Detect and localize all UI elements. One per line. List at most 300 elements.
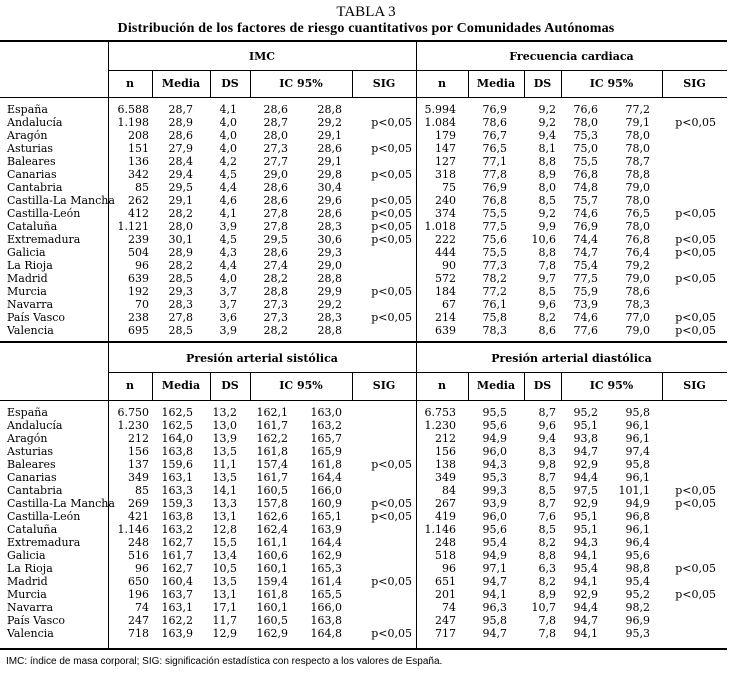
cell-fc-s: p<0,05: [675, 324, 716, 337]
cell-imc-m: 28,9: [168, 246, 193, 259]
region-name: España: [7, 103, 48, 116]
cell-pad-n: 212: [435, 432, 456, 445]
cell-imc-l: 28,7: [263, 116, 288, 129]
cell-pas-l: 157,8: [256, 497, 288, 510]
cell-pad-l: 92,9: [573, 588, 598, 601]
cell-fc-l: 74,4: [573, 233, 598, 246]
cell-pad-n: 84: [442, 484, 456, 497]
cell-pad-ds: 7,8: [538, 614, 556, 627]
cell-fc-n: 374: [435, 207, 456, 220]
cell-imc-n: 6.588: [117, 103, 149, 116]
cell-imc-ds: 4,6: [219, 194, 237, 207]
cell-pas-n: 74: [135, 601, 149, 614]
cell-imc-s: p<0,05: [371, 311, 412, 324]
region-name: Baleares: [7, 155, 56, 168]
cell-pas-n: 212: [128, 432, 149, 445]
cell-imc-h: 29,0: [317, 259, 342, 272]
cell-pas-l: 157,4: [256, 458, 288, 471]
cell-fc-m: 76,7: [482, 129, 507, 142]
cell-fc-ds: 7,8: [538, 259, 556, 272]
cell-imc-m: 28,7: [168, 103, 193, 116]
cell-fc-ds: 9,9: [538, 220, 556, 233]
region-name: Baleares: [7, 458, 56, 471]
cell-pas-h: 165,3: [310, 562, 342, 575]
cell-imc-n: 239: [128, 233, 149, 246]
cell-pad-n: 1.146: [424, 523, 456, 536]
cell-imc-m: 29,4: [168, 168, 193, 181]
column-header-pad: SIG: [683, 379, 706, 392]
cell-pas-ds: 13,4: [212, 549, 237, 562]
cell-imc-m: 27,9: [168, 142, 193, 155]
cell-fc-m: 77,2: [482, 285, 507, 298]
cell-pas-l: 162,2: [256, 432, 288, 445]
cell-imc-m: 28,2: [168, 207, 193, 220]
region-name: Cantabria: [7, 484, 63, 497]
cell-pas-m: 163,7: [161, 588, 193, 601]
cell-imc-n: 208: [128, 129, 149, 142]
cell-imc-h: 29,9: [317, 285, 342, 298]
cell-pas-s: p<0,05: [371, 575, 412, 588]
cell-fc-m: 76,9: [482, 103, 507, 116]
cell-imc-s: p<0,05: [371, 168, 412, 181]
cell-imc-s: p<0,05: [371, 285, 412, 298]
cell-imc-h: 29,6: [317, 194, 342, 207]
region-name: País Vasco: [7, 311, 66, 324]
cell-imc-s: p<0,05: [371, 142, 412, 155]
cell-pad-n: 6.753: [424, 406, 456, 419]
cell-imc-ds: 4,4: [219, 259, 237, 272]
cell-pas-n: 6.750: [117, 406, 149, 419]
cell-pas-h: 162,9: [310, 549, 342, 562]
cell-pas-ds: 13,0: [212, 419, 237, 432]
cell-pad-l: 95,1: [573, 419, 598, 432]
cell-imc-m: 29,5: [168, 181, 193, 194]
cell-fc-h: 77,0: [625, 311, 650, 324]
cell-fc-h: 78,8: [625, 168, 650, 181]
cell-pad-ds: 9,8: [538, 458, 556, 471]
column-header-pad: n: [438, 379, 446, 392]
cell-pad-m: 94,3: [482, 458, 507, 471]
cell-pas-ds: 15,5: [212, 536, 237, 549]
cell-pad-h: 95,3: [625, 627, 650, 640]
cell-fc-n: 147: [435, 142, 456, 155]
region-name: Navarra: [7, 601, 54, 614]
cell-imc-n: 85: [135, 181, 149, 194]
cell-pad-m: 94,7: [482, 575, 507, 588]
cell-fc-m: 75,5: [482, 246, 507, 259]
cell-imc-n: 70: [135, 298, 149, 311]
cell-pas-h: 164,4: [310, 536, 342, 549]
cell-fc-n: 179: [435, 129, 456, 142]
region-name: Castilla-León: [7, 510, 81, 523]
cell-fc-ds: 9,2: [538, 103, 556, 116]
cell-fc-n: 240: [435, 194, 456, 207]
cell-fc-n: 444: [435, 246, 456, 259]
cell-imc-ds: 3,6: [219, 311, 237, 324]
cell-pas-n: 137: [128, 458, 149, 471]
cell-fc-ds: 8,5: [538, 285, 556, 298]
cell-imc-m: 29,3: [168, 285, 193, 298]
cell-pas-m: 162,7: [161, 536, 193, 549]
cell-pas-l: 160,1: [256, 601, 288, 614]
cell-pas-l: 159,4: [256, 575, 288, 588]
cell-pas-h: 164,8: [310, 627, 342, 640]
cell-pas-h: 164,4: [310, 471, 342, 484]
cell-fc-l: 77,6: [573, 324, 598, 337]
cell-fc-l: 75,0: [573, 142, 598, 155]
cell-imc-ds: 3,7: [219, 285, 237, 298]
cell-pas-n: 196: [128, 588, 149, 601]
section-rule: [0, 341, 727, 343]
cell-pas-n: 156: [128, 445, 149, 458]
cell-pas-n: 421: [128, 510, 149, 523]
cell-pas-m: 163,1: [161, 471, 193, 484]
region-name: Cataluña: [7, 523, 58, 536]
region-name: Asturias: [7, 142, 54, 155]
region-name: Cataluña: [7, 220, 58, 233]
cell-imc-h: 28,3: [317, 311, 342, 324]
cell-pas-l: 161,7: [256, 471, 288, 484]
cell-pas-h: 166,0: [310, 601, 342, 614]
cell-pad-ds: 10,7: [531, 601, 556, 614]
cell-pas-h: 165,9: [310, 445, 342, 458]
cell-pad-ds: 8,7: [538, 497, 556, 510]
cell-pas-n: 516: [128, 549, 149, 562]
region-name: Canarias: [7, 471, 57, 484]
region-name: Andalucía: [7, 419, 63, 432]
cell-pad-m: 94,7: [482, 627, 507, 640]
cell-pas-h: 166,0: [310, 484, 342, 497]
cell-fc-h: 76,8: [625, 233, 650, 246]
cell-pas-h: 165,1: [310, 510, 342, 523]
cell-imc-n: 1.198: [117, 116, 149, 129]
cell-pas-n: 650: [128, 575, 149, 588]
cell-pad-n: 74: [442, 601, 456, 614]
cell-fc-h: 79,0: [625, 272, 650, 285]
cell-fc-h: 78,0: [625, 142, 650, 155]
region-name: Canarias: [7, 168, 57, 181]
cell-fc-ds: 8,0: [538, 181, 556, 194]
cell-pad-ds: 8,3: [538, 445, 556, 458]
region-name: Murcia: [7, 588, 47, 601]
cell-imc-ds: 4,3: [219, 246, 237, 259]
cell-imc-l: 28,2: [263, 324, 288, 337]
cell-imc-l: 27,4: [263, 259, 288, 272]
cell-pas-h: 161,8: [310, 458, 342, 471]
column-header-pas: Media: [161, 379, 201, 392]
cell-imc-h: 29,1: [317, 155, 342, 168]
cell-imc-m: 28,3: [168, 298, 193, 311]
cell-pas-n: 718: [128, 627, 149, 640]
cell-fc-l: 75,3: [573, 129, 598, 142]
cell-fc-h: 76,4: [625, 246, 650, 259]
cell-imc-h: 29,1: [317, 129, 342, 142]
cell-pas-h: 163,2: [310, 419, 342, 432]
cell-imc-n: 238: [128, 311, 149, 324]
cell-pas-ds: 12,8: [212, 523, 237, 536]
cell-fc-h: 78,3: [625, 298, 650, 311]
cell-pad-h: 94,9: [625, 497, 650, 510]
cell-pad-n: 247: [435, 614, 456, 627]
cell-pad-l: 95,1: [573, 510, 598, 523]
cell-imc-l: 28,6: [263, 246, 288, 259]
cell-pad-ds: 7,6: [538, 510, 556, 523]
cell-fc-h: 76,5: [625, 207, 650, 220]
cell-imc-l: 28,6: [263, 181, 288, 194]
cell-pad-n: 138: [435, 458, 456, 471]
cell-pad-m: 95,8: [482, 614, 507, 627]
cell-pas-m: 159,6: [161, 458, 193, 471]
cell-pad-h: 95,8: [625, 406, 650, 419]
cell-fc-n: 572: [435, 272, 456, 285]
cell-imc-ds: 4,5: [219, 233, 237, 246]
cell-imc-l: 27,3: [263, 298, 288, 311]
cell-pas-s: p<0,05: [371, 627, 412, 640]
column-header-imc: SIG: [372, 77, 396, 90]
cell-pas-m: 163,3: [161, 484, 193, 497]
group-rule-bottom: [108, 372, 727, 373]
cell-fc-h: 78,0: [625, 194, 650, 207]
cell-fc-h: 78,6: [625, 285, 650, 298]
cell-pas-m: 162,7: [161, 562, 193, 575]
cell-pad-l: 94,1: [573, 549, 598, 562]
cell-fc-m: 78,3: [482, 324, 507, 337]
cell-imc-h: 28,8: [317, 103, 342, 116]
cell-imc-h: 30,6: [317, 233, 342, 246]
cell-imc-ds: 4,5: [219, 168, 237, 181]
cell-pas-s: p<0,05: [371, 458, 412, 471]
cell-imc-n: 504: [128, 246, 149, 259]
cell-pad-ds: 8,7: [538, 471, 556, 484]
column-header-fc: n: [438, 77, 446, 90]
cell-imc-n: 262: [128, 194, 149, 207]
cell-pad-l: 94,4: [573, 471, 598, 484]
cell-imc-ds: 3,9: [219, 220, 237, 233]
cell-fc-s: p<0,05: [675, 207, 716, 220]
cell-imc-n: 136: [128, 155, 149, 168]
table-label: TABLA 3: [336, 4, 396, 20]
cell-fc-n: 318: [435, 168, 456, 181]
cell-imc-ds: 4,0: [219, 272, 237, 285]
cell-imc-m: 28,0: [168, 220, 193, 233]
cell-pad-l: 92,9: [573, 497, 598, 510]
cell-pad-ds: 8,5: [538, 523, 556, 536]
cell-imc-h: 30,4: [317, 181, 342, 194]
cell-pad-m: 96,3: [482, 601, 507, 614]
cell-fc-ds: 8,8: [538, 246, 556, 259]
cell-fc-l: 74,8: [573, 181, 598, 194]
region-name: Aragón: [7, 432, 48, 445]
cell-imc-s: p<0,05: [371, 116, 412, 129]
region-name: Extremadura: [7, 233, 81, 246]
cell-pad-m: 95,5: [482, 406, 507, 419]
region-name: Galicia: [7, 549, 46, 562]
cell-fc-n: 1.084: [424, 116, 456, 129]
cell-imc-l: 28,6: [263, 103, 288, 116]
cell-imc-m: 28,5: [168, 324, 193, 337]
cell-pas-n: 1.146: [117, 523, 149, 536]
cell-pad-n: 201: [435, 588, 456, 601]
cell-imc-h: 28,6: [317, 207, 342, 220]
cell-imc-n: 639: [128, 272, 149, 285]
cell-pad-l: 94,1: [573, 627, 598, 640]
cell-fc-ds: 8,1: [538, 142, 556, 155]
column-header-pas: IC 95%: [279, 379, 323, 392]
cell-fc-s: p<0,05: [675, 116, 716, 129]
cell-imc-ds: 4,1: [219, 103, 237, 116]
cell-fc-l: 77,5: [573, 272, 598, 285]
cell-fc-m: 77,1: [482, 155, 507, 168]
group-header-fc: Frecuencia cardiaca: [509, 50, 634, 63]
cell-pas-l: 161,1: [256, 536, 288, 549]
cell-pad-n: 96: [442, 562, 456, 575]
cell-imc-l: 27,3: [263, 142, 288, 155]
cell-pas-ds: 13,5: [212, 471, 237, 484]
column-header-imc: n: [126, 77, 134, 90]
cell-pas-ds: 13,5: [212, 575, 237, 588]
cell-fc-h: 78,0: [625, 129, 650, 142]
cell-pad-l: 95,1: [573, 523, 598, 536]
cell-imc-l: 28,2: [263, 272, 288, 285]
cell-pas-n: 349: [128, 471, 149, 484]
cell-pad-m: 93,9: [482, 497, 507, 510]
cell-fc-h: 78,0: [625, 220, 650, 233]
cell-fc-ds: 9,4: [538, 129, 556, 142]
cell-pad-ds: 8,2: [538, 575, 556, 588]
cell-fc-s: p<0,05: [675, 246, 716, 259]
cell-pad-h: 95,2: [625, 588, 650, 601]
cell-pad-h: 98,8: [625, 562, 650, 575]
cell-fc-m: 75,8: [482, 311, 507, 324]
region-name: Castilla-León: [7, 207, 81, 220]
column-header-fc: SIG: [683, 77, 706, 90]
cell-fc-m: 76,5: [482, 142, 507, 155]
cell-fc-n: 75: [442, 181, 456, 194]
region-name: La Rioja: [7, 562, 53, 575]
cell-pad-n: 518: [435, 549, 456, 562]
cell-pas-ds: 14,1: [212, 484, 237, 497]
group-header-pas: Presión arterial sistólica: [186, 352, 338, 365]
cell-fc-n: 67: [442, 298, 456, 311]
cell-pad-m: 95,3: [482, 471, 507, 484]
cell-fc-ds: 8,5: [538, 194, 556, 207]
footnote: IMC: índice de masa corporal; SIG: significación estadística con respecto a los valores de España.: [6, 656, 443, 667]
cell-fc-m: 77,5: [482, 220, 507, 233]
cell-imc-ds: 4,2: [219, 155, 237, 168]
region-name: Madrid: [7, 575, 48, 588]
column-header-imc: DS: [221, 77, 239, 90]
group-rule-top: [108, 70, 727, 71]
cell-pad-m: 96,0: [482, 510, 507, 523]
column-header-pad: Media: [476, 379, 516, 392]
vline-stub-top: [108, 42, 109, 341]
cell-fc-ds: 9,6: [538, 298, 556, 311]
cell-pad-h: 101,1: [618, 484, 650, 497]
region-name: Cantabria: [7, 181, 63, 194]
cell-imc-m: 27,8: [168, 311, 193, 324]
cell-imc-ds: 4,0: [219, 142, 237, 155]
cell-imc-l: 29,5: [263, 233, 288, 246]
cell-pad-ds: 8,9: [538, 588, 556, 601]
cell-pad-l: 94,4: [573, 601, 598, 614]
cell-pad-l: 94,3: [573, 536, 598, 549]
cell-pas-ds: 13,1: [212, 588, 237, 601]
cell-pad-h: 96,1: [625, 419, 650, 432]
cell-pad-m: 96,0: [482, 445, 507, 458]
cell-fc-ds: 10,6: [531, 233, 556, 246]
cell-pad-l: 94,1: [573, 575, 598, 588]
cell-imc-l: 28,6: [263, 194, 288, 207]
cell-fc-l: 75,7: [573, 194, 598, 207]
cell-imc-ds: 4,4: [219, 181, 237, 194]
cell-imc-h: 29,3: [317, 246, 342, 259]
cell-pas-l: 160,1: [256, 562, 288, 575]
cell-imc-n: 412: [128, 207, 149, 220]
region-name: Asturias: [7, 445, 54, 458]
column-header-fc: Media: [476, 77, 516, 90]
cell-pas-n: 248: [128, 536, 149, 549]
cell-pas-ds: 13,2: [212, 406, 237, 419]
cell-pad-l: 95,4: [573, 562, 598, 575]
cell-pas-l: 162,6: [256, 510, 288, 523]
cell-pas-h: 161,4: [310, 575, 342, 588]
cell-fc-n: 214: [435, 311, 456, 324]
cell-pas-l: 162,1: [256, 406, 288, 419]
cell-imc-ds: 4,0: [219, 116, 237, 129]
cell-fc-l: 76,6: [573, 103, 598, 116]
cell-pas-h: 165,7: [310, 432, 342, 445]
region-name: Castilla-La Mancha: [7, 497, 115, 510]
cell-pas-n: 269: [128, 497, 149, 510]
cell-fc-l: 78,0: [573, 116, 598, 129]
cell-pas-h: 165,5: [310, 588, 342, 601]
cell-pas-ds: 13,3: [212, 497, 237, 510]
cell-imc-n: 342: [128, 168, 149, 181]
cell-fc-l: 74,6: [573, 207, 598, 220]
cell-pad-ds: 8,8: [538, 549, 556, 562]
cell-fc-s: p<0,05: [675, 311, 716, 324]
region-name: Valencia: [7, 627, 54, 640]
cell-fc-n: 222: [435, 233, 456, 246]
column-header-imc: IC 95%: [279, 77, 323, 90]
cell-fc-ds: 8,8: [538, 155, 556, 168]
cell-pad-n: 1.230: [424, 419, 456, 432]
column-header-pas: SIG: [372, 379, 396, 392]
cell-pad-h: 95,4: [625, 575, 650, 588]
cell-imc-ds: 4,0: [219, 129, 237, 142]
cell-pas-h: 160,9: [310, 497, 342, 510]
column-header-fc: DS: [533, 77, 552, 90]
region-name: Galicia: [7, 246, 46, 259]
cell-pad-n: 267: [435, 497, 456, 510]
cell-fc-l: 75,9: [573, 285, 598, 298]
cell-fc-h: 79,0: [625, 324, 650, 337]
cell-fc-h: 78,7: [625, 155, 650, 168]
cell-pad-ds: 8,2: [538, 536, 556, 549]
cell-pas-n: 247: [128, 614, 149, 627]
cell-pas-ds: 13,5: [212, 445, 237, 458]
cell-pad-m: 94,9: [482, 432, 507, 445]
cell-pas-ds: 12,9: [212, 627, 237, 640]
cell-pas-m: 164,0: [161, 432, 193, 445]
cell-pad-s: p<0,05: [675, 588, 716, 601]
cell-pad-l: 92,9: [573, 458, 598, 471]
cell-imc-n: 151: [128, 142, 149, 155]
cell-pas-m: 159,3: [161, 497, 193, 510]
cell-pad-h: 95,6: [625, 549, 650, 562]
cell-pad-n: 349: [435, 471, 456, 484]
cell-imc-l: 27,8: [263, 220, 288, 233]
